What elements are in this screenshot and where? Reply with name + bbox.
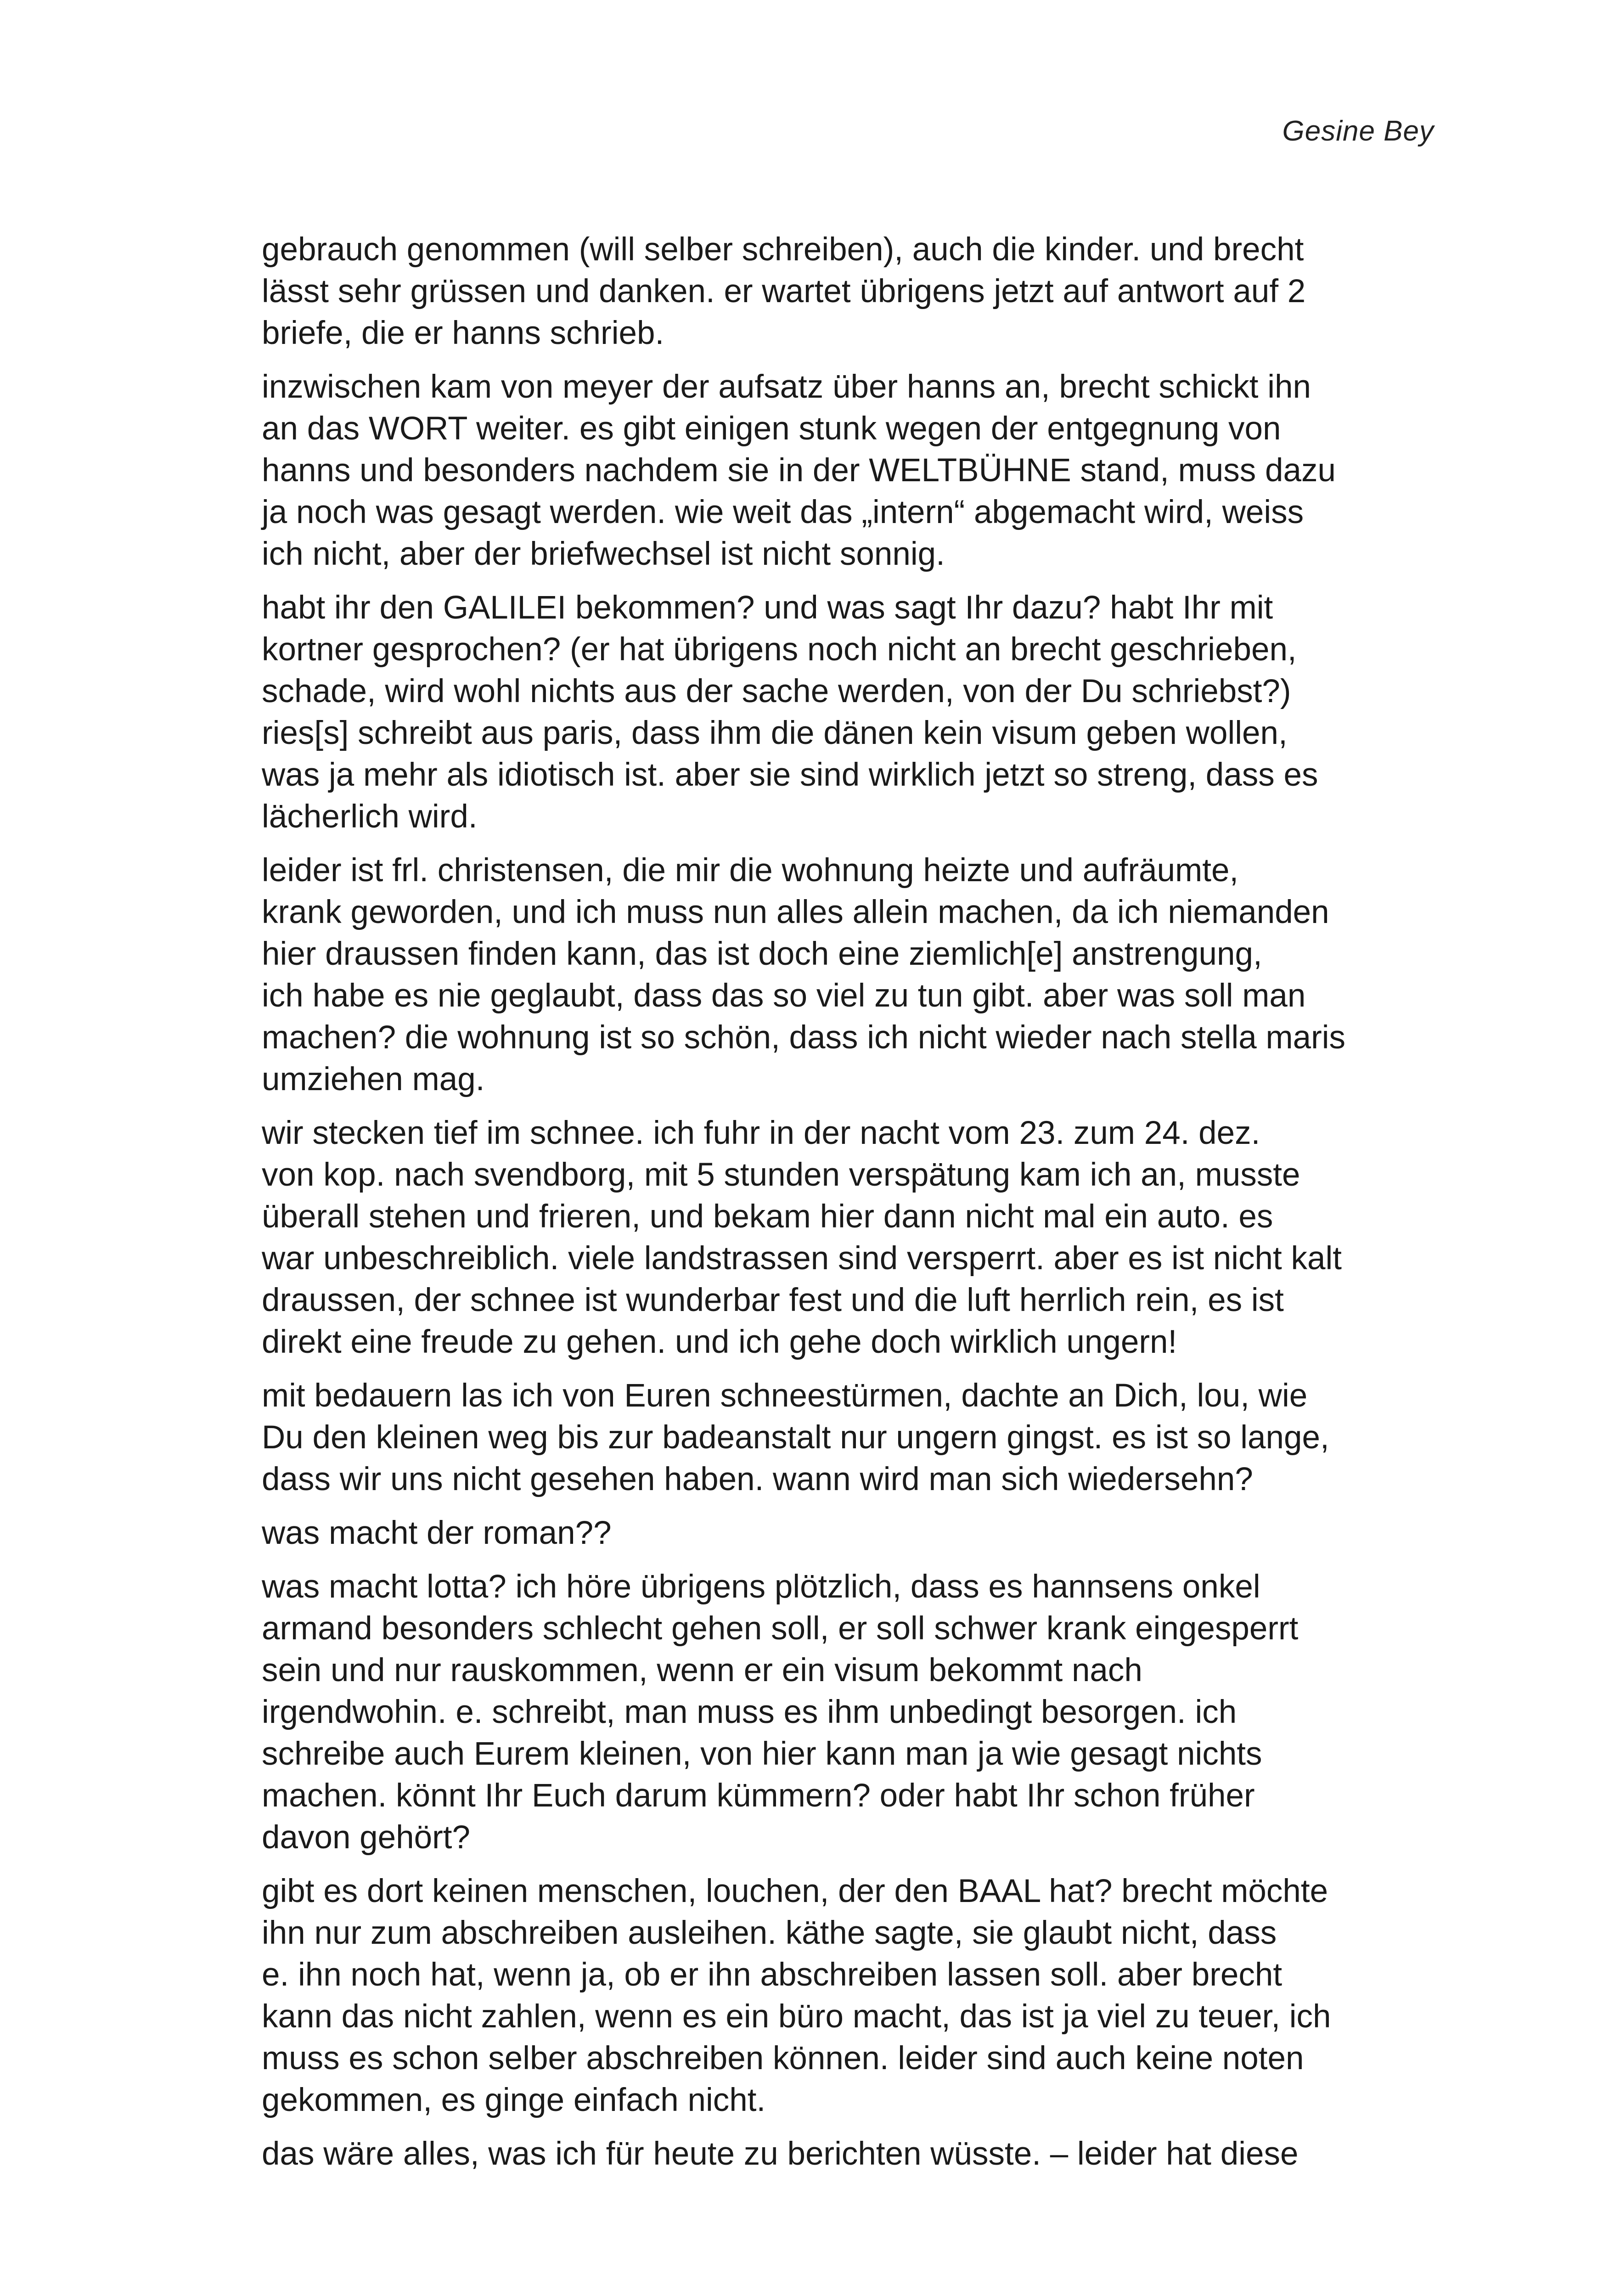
text-line: machen. könnt Ihr Euch darum kümmern? oder habt Ihr schon früher: [262, 1778, 1255, 1814]
paragraph: [262, 850, 1437, 1100]
text-line: das wäre alles, was ich für heute zu berichten wüsste. – leider hat diese: [262, 2136, 1299, 2172]
text-line: kortner gesprochen? (er hat übrigens noch nicht an brecht geschrieben,: [262, 631, 1297, 668]
text-line: was macht der roman??: [262, 1515, 612, 1551]
text-line: gekommen, es ginge einfach nicht.: [262, 2082, 766, 2118]
text-line: mit bedauern las ich von Euren schneestürmen, dachte an Dich, lou, wie: [262, 1378, 1308, 1414]
text-line: direkt eine freude zu gehen. und ich gehe doch wirklich ungern!: [262, 1324, 1177, 1360]
paragraph: [262, 1375, 1437, 1500]
text-line: leider ist frl. christensen, die mir die wohnung heizte und aufräumte,: [262, 852, 1239, 889]
text-line: ihn nur zum abschreiben ausleihen. käthe sagte, sie glaubt nicht, dass: [262, 1915, 1277, 1951]
text-line: e. ihn noch hat, wenn ja, ob er ihn abschreiben lassen soll. aber brecht: [262, 1957, 1282, 1993]
text-line: draussen, der schnee ist wunderbar fest und die luft herrlich rein, es ist: [262, 1282, 1284, 1318]
text-line: gibt es dort keinen menschen, louchen, der den BAAL hat? brecht möchte: [262, 1873, 1328, 1909]
text-line: dass wir uns nicht gesehen haben. wann wird man sich wiedersehn?: [262, 1461, 1253, 1497]
text-line: ja noch was gesagt werden. wie weit das „intern“ abgemacht wird, weiss: [262, 494, 1304, 530]
text-line: briefe, die er hanns schrieb.: [262, 315, 664, 351]
text-line: davon gehört?: [262, 1819, 470, 1856]
text-line: machen? die wohnung ist so schön, dass ich nicht wieder nach stella maris: [262, 1019, 1346, 1056]
text-line: muss es schon selber abschreiben können. leider sind auch keine noten: [262, 2040, 1304, 2077]
text-line: umziehen mag.: [262, 1061, 485, 1097]
text-line: armand besonders schlecht gehen soll, er soll schwer krank eingesperrt: [262, 1610, 1299, 1647]
text-line: irgendwohin. e. schreibt, man muss es ihm unbedingt besorgen. ich: [262, 1694, 1237, 1730]
text-line: ich nicht, aber der briefwechsel ist nicht sonnig.: [262, 536, 945, 572]
paragraph: [262, 1566, 1437, 1858]
text-line: an das WORT weiter. es gibt einigen stunk wegen der entgegnung von: [262, 411, 1281, 447]
paragraph: [262, 1870, 1437, 2121]
text-line: was macht lotta? ich höre übrigens plötzlich, dass es hannsens onkel: [262, 1569, 1260, 1605]
paragraph: [262, 1112, 1437, 1363]
text-line: hanns und besonders nachdem sie in der WELTBÜHNE stand, muss dazu: [262, 452, 1336, 489]
paragraph: [262, 2133, 1437, 2175]
text-line: habt ihr den GALILEI bekommen? und was sagt Ihr dazu? habt Ihr mit: [262, 590, 1273, 626]
text-line: ich habe es nie geglaubt, dass das so viel zu tun gibt. aber was soll man: [262, 978, 1306, 1014]
text-line: wir stecken tief im schnee. ich fuhr in der nacht vom 23. zum 24. dez.: [262, 1115, 1260, 1151]
text-line: krank geworden, und ich muss nun alles allein machen, da ich niemanden: [262, 894, 1329, 930]
text-line: von kop. nach svendborg, mit 5 stunden verspätung kam ich an, musste: [262, 1157, 1300, 1193]
text-line: lächerlich wird.: [262, 799, 478, 835]
paragraph: [262, 1512, 1437, 1554]
text-line: was ja mehr als idiotisch ist. aber sie sind wirklich jetzt so streng, dass es: [262, 757, 1318, 793]
paragraph: [262, 366, 1437, 575]
text-line: inzwischen kam von meyer der aufsatz über hanns an, brecht schickt ihn: [262, 369, 1311, 405]
text-line: hier draussen finden kann, das ist doch eine ziemlich[e] anstrengung,: [262, 936, 1262, 972]
paragraph: [262, 229, 1437, 354]
text-line: lässt sehr grüssen und danken. er wartet übrigens jetzt auf antwort auf 2: [262, 273, 1306, 310]
text-line: Du den kleinen weg bis zur badeanstalt nur ungern gingst. es ist so lange,: [262, 1419, 1329, 1456]
text-line: schade, wird wohl nichts aus der sache werden, von der Du schriebst?): [262, 673, 1291, 709]
paragraph: [262, 587, 1437, 838]
text-line: gebrauch genommen (will selber schreiben), auch die kinder. und brecht: [262, 231, 1304, 268]
text-line: ries[s] schreibt aus paris, dass ihm die dänen kein visum geben wollen,: [262, 715, 1288, 751]
text-line: war unbeschreiblich. viele landstrassen sind versperrt. aber es ist nicht kalt: [262, 1240, 1342, 1277]
letter-body-text: [262, 229, 1437, 2187]
text-line: schreibe auch Eurem kleinen, von hier kann man ja wie gesagt nichts: [262, 1736, 1262, 1772]
text-line: kann das nicht zahlen, wenn es ein büro macht, das ist ja viel zu teuer, ich: [262, 1998, 1331, 2035]
running-header: Gesine Bey: [1282, 115, 1434, 147]
text-line: überall stehen und frieren, und bekam hier dann nicht mal ein auto. es: [262, 1199, 1273, 1235]
text-line: sein und nur rauskommen, wenn er ein visum bekommt nach: [262, 1652, 1142, 1688]
